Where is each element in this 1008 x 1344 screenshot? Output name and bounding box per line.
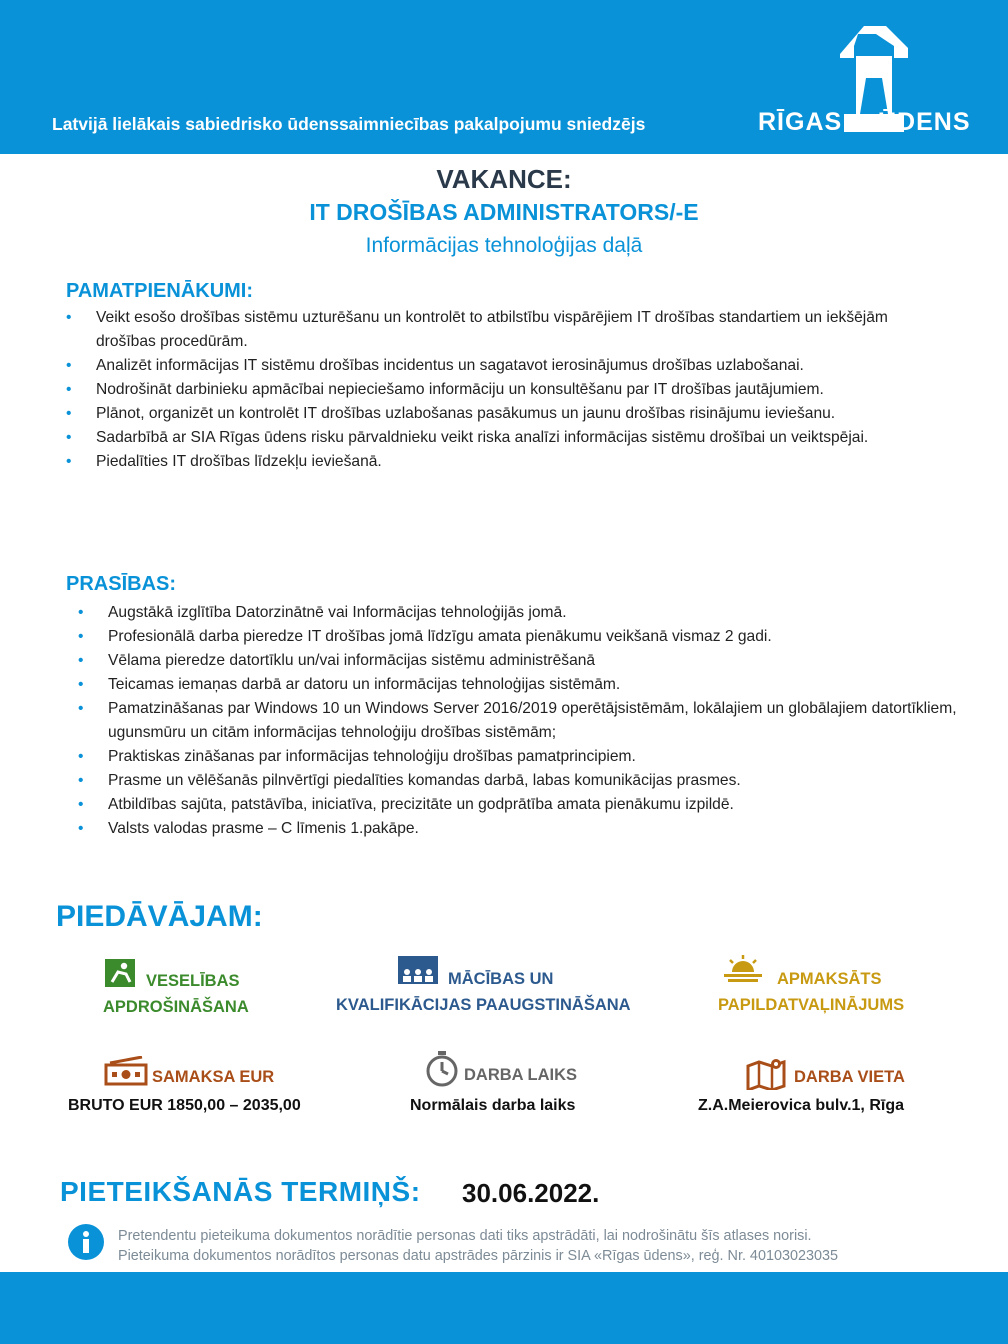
list-item: • Valsts valodas prasme – C līmenis 1.pakāpe. [78,817,958,841]
footer-banner [0,1272,1008,1344]
logo-text-right: ŪDENS [878,108,971,136]
workplace-label: DARBA VIETA [794,1068,905,1086]
training-icon [398,956,438,988]
position-title: IT DROŠĪBAS ADMINISTRATORS/-E [309,199,699,225]
department-title: Informācijas tehnoloģijas daļā [365,234,643,257]
company-tagline: Latvijā lielākais sabiedrisko ūdenssaimniecības pakalpojumu sniedzējs [52,114,646,134]
header-banner [0,0,1008,154]
benefit-health [100,968,260,1020]
duties-list [66,306,946,474]
privacy-notice-line2: Pieteikuma dokumentos norādītos personas datu apstrādes pārzinis ir SIA «Rīgas ūdens», reģ. Nr. 40103023035 [118,1248,838,1264]
list-item: • Plānot, organizēt un kontrolēt IT drošības uzlabošanas pasākumus un jaunu drošības risinājumu ieviešanu. [66,402,946,426]
benefit-training-line1: MĀCĪBAS UN [448,970,554,988]
benefit-vacation-line1: APMAKSĀTS [777,970,882,988]
list-item: • Nodrošināt darbinieku apmācībai nepieciešamo informāciju un konsultēšanu par IT drošības jautājumiem. [66,378,946,402]
benefit-training-line2: KVALIFIKĀCIJAS PAAUGSTINĀŠANA [336,996,631,1014]
stopwatch-icon [424,1050,460,1088]
benefit-health-line1: VESELĪBAS [146,972,240,990]
privacy-notice [118,1226,838,1266]
logo-text-left: RĪGAS [758,108,843,136]
list-item: • Profesionālā darba pieredze IT drošības jomā līdzīgu amata pienākumu veikšanā vismaz 2 gadi. [78,625,958,649]
benefit-health-line2: APDROŠINĀŠANA [103,998,249,1016]
list-item: • Vēlama pieredze datortīklu un/vai informācijas sistēmu administrēšanā [78,649,958,673]
list-item: • Atbildības sajūta, patstāvība, iniciatīva, precizitāte un godprātība amata pienākumu izpildē. [78,793,958,817]
deadline-label: PIETEIKŠANĀS TERMIŅŠ: [60,1176,421,1207]
worktime-label: DARBA LAIKS [464,1066,578,1084]
benefit-vacation-line2: PAPILDATVAĻINĀJUMS [718,996,905,1014]
list-item: • Pamatzināšanas par Windows 10 un Windows Server 2016/2019 operētājsistēmām, lokālajiem un globālajiem datortīkliem, ugunsmūru un citām informācijas tehnoloģiju drošības sistēmām; [78,697,958,745]
list-item: • Analizēt informācijas IT sistēmu drošības incidentus un sagatavot ierosinājumus drošības uzlabošanai. [66,354,946,378]
workplace-value: Z.A.Meierovica bulv.1, Rīga [698,1097,904,1114]
salary-label: SAMAKSA EUR [152,1068,275,1086]
list-item: • Veikt esošo drošības sistēmu uzturēšanu un kontrolēt to atbilstību vispārējiem IT drošības standartiem un iekšējām drošības procedūrām. [66,306,946,354]
worktime-value: Normālais darba laiks [410,1097,576,1114]
duties-heading: PAMATPIENĀKUMI: [66,280,254,302]
offer-heading: PIEDĀVĀJAM: [56,900,263,933]
vacancy-label: VAKANCE: [436,164,572,194]
list-item: • Praktiskas zināšanas par informācijas tehnoloģiju drošības pamatprincipiem. [78,745,958,769]
list-item: • Piedalīties IT drošības līdzekļu ieviešanā. [66,450,946,474]
list-item: • Sadarbībā ar SIA Rīgas ūdens risku pārvaldnieku veikt riska analīzi informācijas sistēmu drošībai un veiktspējai. [66,426,946,450]
sunset-icon [722,954,764,986]
requirements-list [78,601,958,841]
privacy-notice-line1: Pretendentu pieteikuma dokumentos norādītie personas dati tiks apstrādāti, lai nodrošinātu šīs atlases norisi. [118,1228,812,1244]
list-item: • Prasme un vēlēšanās pilnvērtīgi piedalīties komandas darbā, labas komunikācijas prasmes. [78,769,958,793]
salary-value: BRUTO EUR 1850,00 – 2035,00 [68,1097,301,1114]
map-icon [746,1058,788,1090]
info-icon [68,1224,104,1260]
list-item: • Teicamas iemaņas darbā ar datoru un informācijas tehnoloģijas sistēmām. [78,673,958,697]
list-item: • Augstākā izglītība Datorzinātnē vai Informācijas tehnoloģijās jomā. [78,601,958,625]
requirements-heading: PRASĪBAS: [66,573,177,595]
money-icon [104,1056,148,1086]
deadline-date: 30.06.2022. [462,1178,600,1208]
